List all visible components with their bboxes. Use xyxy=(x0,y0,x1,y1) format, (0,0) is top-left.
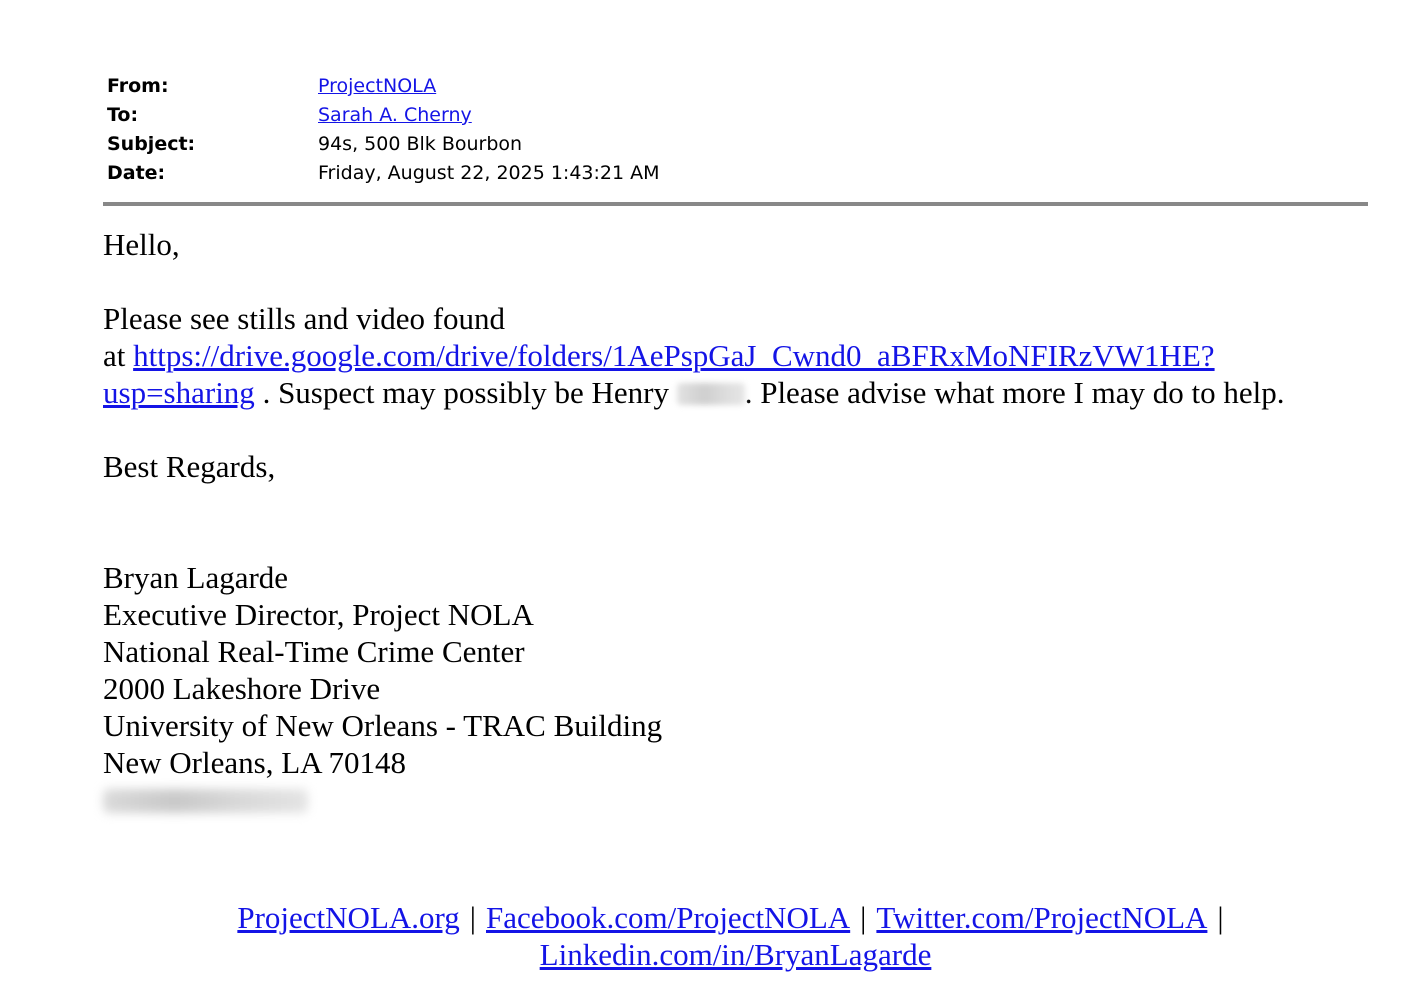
closing: Best Regards, xyxy=(103,449,276,484)
from-sender-link[interactable]: ProjectNOLA xyxy=(318,75,437,97)
suspect-text: . Suspect may possibly be Henry xyxy=(254,375,677,410)
header-divider xyxy=(103,202,1368,206)
signature-title: Executive Director, Project NOLA xyxy=(103,597,534,632)
to-row xyxy=(107,101,660,130)
facebook-link[interactable]: Facebook.com/ProjectNOLA xyxy=(486,900,851,935)
signature-address-line1: 2000 Lakeshore Drive xyxy=(103,671,381,706)
to-recipient-link[interactable]: Sarah A. Cherny xyxy=(318,104,472,126)
linkedin-link[interactable]: Linkedin.com/in/BryanLagarde xyxy=(539,937,932,972)
date-value: Friday, August 22, 2025 1:43:21 AM xyxy=(318,162,660,184)
email-body xyxy=(103,226,1343,813)
message-paragraph xyxy=(103,300,1343,411)
redacted-surname xyxy=(677,383,745,405)
signature-address-line3: New Orleans, LA 70148 xyxy=(103,745,407,780)
email-header xyxy=(107,72,660,188)
footer-separator: | xyxy=(469,900,476,935)
advise-text: . Please advise what more I may do to help. xyxy=(744,375,1285,410)
message-intro: Please see stills and video found xyxy=(103,301,506,336)
signature-name: Bryan Lagarde xyxy=(103,560,289,595)
signature-org: National Real-Time Crime Center xyxy=(103,634,525,669)
signature-address-line2: University of New Orleans - TRAC Building xyxy=(103,708,663,743)
twitter-link[interactable]: Twitter.com/ProjectNOLA xyxy=(876,900,1208,935)
to-label: To: xyxy=(107,104,139,126)
greeting: Hello, xyxy=(103,227,180,262)
footer-links xyxy=(103,899,1368,973)
date-label: Date: xyxy=(107,162,166,184)
drive-link-part2[interactable]: usp=sharing xyxy=(103,375,255,410)
footer-separator: | xyxy=(1217,900,1224,935)
drive-link-part1[interactable]: https://drive.google.com/drive/folders/1AePspGaJ_Cwnd0_aBFRxMoNFIRzVW1HE? xyxy=(133,338,1215,373)
projectnola-site-link[interactable]: ProjectNOLA.org xyxy=(237,900,460,935)
from-row xyxy=(107,72,660,101)
redacted-phone xyxy=(103,789,308,813)
subject-row xyxy=(107,130,660,159)
subject-label: Subject: xyxy=(107,133,196,155)
footer-separator: | xyxy=(860,900,867,935)
date-row xyxy=(107,159,660,188)
from-label: From: xyxy=(107,75,169,97)
signature-block xyxy=(103,559,1343,813)
subject-value: 94s, 500 Blk Bourbon xyxy=(318,133,523,155)
message-at: at xyxy=(103,338,134,373)
